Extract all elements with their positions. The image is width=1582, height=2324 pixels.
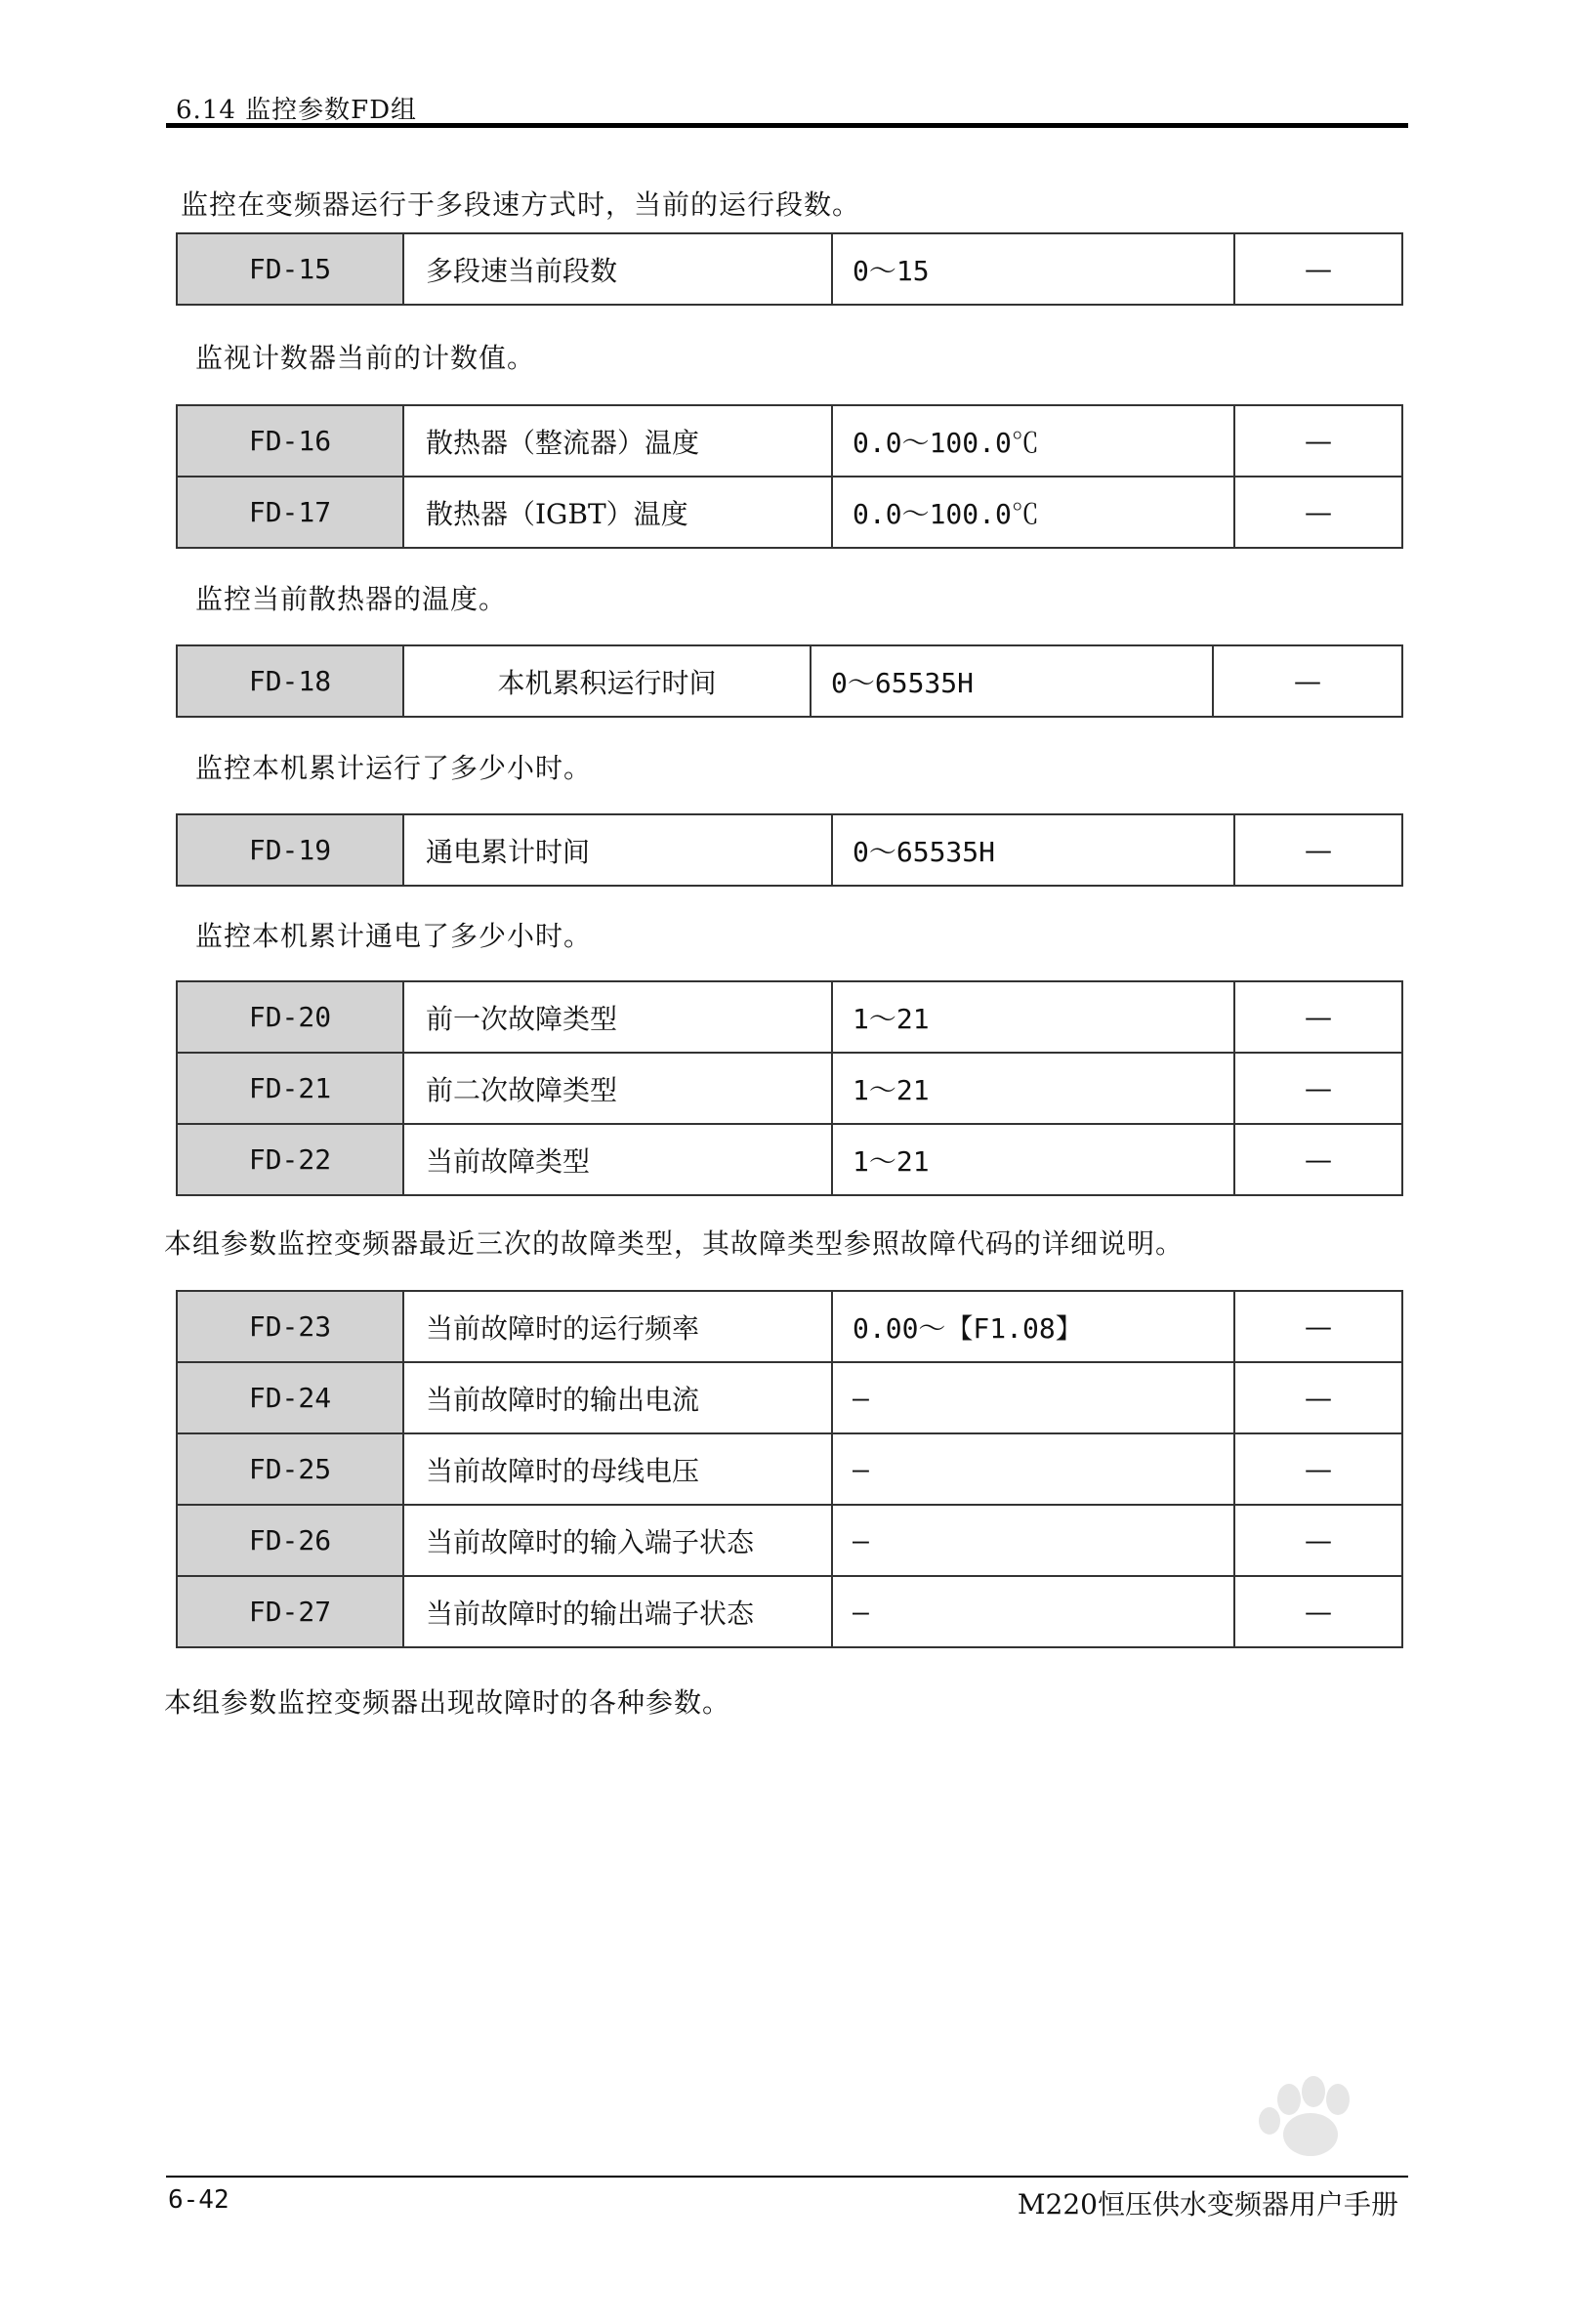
param-range: 0.0～100.0℃: [832, 477, 1234, 548]
param-name: 当前故障时的母线电压: [403, 1433, 832, 1505]
param-name: 当前故障类型: [403, 1124, 832, 1195]
param-attr: —: [1234, 814, 1402, 886]
paragraph-counter: 监视计数器当前的计数值。: [195, 342, 536, 374]
param-code: FD-15: [177, 233, 403, 305]
param-code: FD-20: [177, 981, 403, 1053]
param-attr: —: [1234, 1576, 1402, 1647]
table-row: [177, 1362, 1402, 1433]
param-name: 当前故障时的输出端子状态: [403, 1576, 832, 1647]
table-row: [177, 981, 1402, 1053]
paragraph-fault-types: 本组参数监控变频器最近三次的故障类型，其故障类型参照故障代码的详细说明。: [164, 1227, 1185, 1260]
param-code: FD-27: [177, 1576, 403, 1647]
table-row: [177, 645, 1402, 717]
table-row: [177, 1291, 1402, 1362]
footer-rule: [166, 2176, 1408, 2178]
param-code: FD-21: [177, 1053, 403, 1124]
table-row: [177, 1053, 1402, 1124]
param-name: 通电累计时间: [403, 814, 832, 886]
param-range: 0.00～【F1.08】: [832, 1291, 1234, 1362]
param-attr: —: [1234, 233, 1402, 305]
param-range: —: [832, 1505, 1234, 1576]
param-code: FD-22: [177, 1124, 403, 1195]
header-rule: [166, 123, 1408, 128]
param-name: 当前故障时的输入端子状态: [403, 1505, 832, 1576]
param-name: 散热器（IGBT）温度: [403, 477, 832, 548]
param-range: 1～21: [832, 981, 1234, 1053]
param-name: 散热器（整流器）温度: [403, 405, 832, 477]
param-range: —: [832, 1576, 1234, 1647]
paw-icon: [1259, 2076, 1350, 2156]
param-attr: —: [1234, 405, 1402, 477]
param-code: FD-18: [177, 645, 403, 717]
param-code: FD-19: [177, 814, 403, 886]
table-row: [177, 1505, 1402, 1576]
param-table-fd19: [176, 813, 1403, 887]
page-number: 6-42: [168, 2185, 229, 2215]
param-attr: —: [1234, 1362, 1402, 1433]
param-attr: —: [1234, 477, 1402, 548]
paragraph-poweron: 监控本机累计通电了多少小时。: [195, 920, 593, 952]
param-name: 当前故障时的运行频率: [403, 1291, 832, 1362]
param-name: 本机累积运行时间: [403, 645, 811, 717]
table-row: [177, 1124, 1402, 1195]
section-title: 6.14 监控参数FD组: [176, 96, 418, 125]
param-range: 1～21: [832, 1124, 1234, 1195]
paragraph-fault-params: 本组参数监控变频器出现故障时的各种参数。: [164, 1686, 731, 1719]
param-attr: —: [1234, 1291, 1402, 1362]
param-range: 0～65535H: [832, 814, 1234, 886]
param-code: FD-23: [177, 1291, 403, 1362]
manual-title: M220恒压供水变频器用户手册: [1017, 2188, 1398, 2220]
param-attr: —: [1234, 1124, 1402, 1195]
table-row: [177, 814, 1402, 886]
table-row: [177, 405, 1402, 477]
param-range: 0.0～100.0℃: [832, 405, 1234, 477]
param-range: —: [832, 1433, 1234, 1505]
param-name: 前一次故障类型: [403, 981, 832, 1053]
param-code: FD-16: [177, 405, 403, 477]
param-table-fd20-22: [176, 980, 1403, 1196]
param-code: FD-26: [177, 1505, 403, 1576]
table-row: [177, 1576, 1402, 1647]
param-attr: —: [1234, 1433, 1402, 1505]
param-code: FD-17: [177, 477, 403, 548]
param-code: FD-24: [177, 1362, 403, 1433]
table-row: [177, 233, 1402, 305]
param-code: FD-25: [177, 1433, 403, 1505]
paragraph-multispeed: 监控在变频器运行于多段速方式时，当前的运行段数。: [181, 188, 861, 221]
param-name: 前二次故障类型: [403, 1053, 832, 1124]
param-name: 当前故障时的输出电流: [403, 1362, 832, 1433]
param-table-fd18: [176, 644, 1403, 718]
table-row: [177, 1433, 1402, 1505]
param-range: 0～15: [832, 233, 1234, 305]
table-row: [177, 477, 1402, 548]
param-table-fd16-17: [176, 404, 1403, 549]
param-attr: —: [1234, 981, 1402, 1053]
paragraph-runtime: 监控本机累计运行了多少小时。: [195, 752, 593, 784]
paragraph-heatsink: 监控当前散热器的温度。: [195, 583, 508, 615]
param-attr: —: [1213, 645, 1402, 717]
param-table-fd15: [176, 232, 1403, 306]
param-name: 多段速当前段数: [403, 233, 832, 305]
param-range: 0～65535H: [811, 645, 1213, 717]
param-table-fd23-27: [176, 1290, 1403, 1648]
param-range: —: [832, 1362, 1234, 1433]
param-attr: —: [1234, 1053, 1402, 1124]
param-attr: —: [1234, 1505, 1402, 1576]
param-range: 1～21: [832, 1053, 1234, 1124]
